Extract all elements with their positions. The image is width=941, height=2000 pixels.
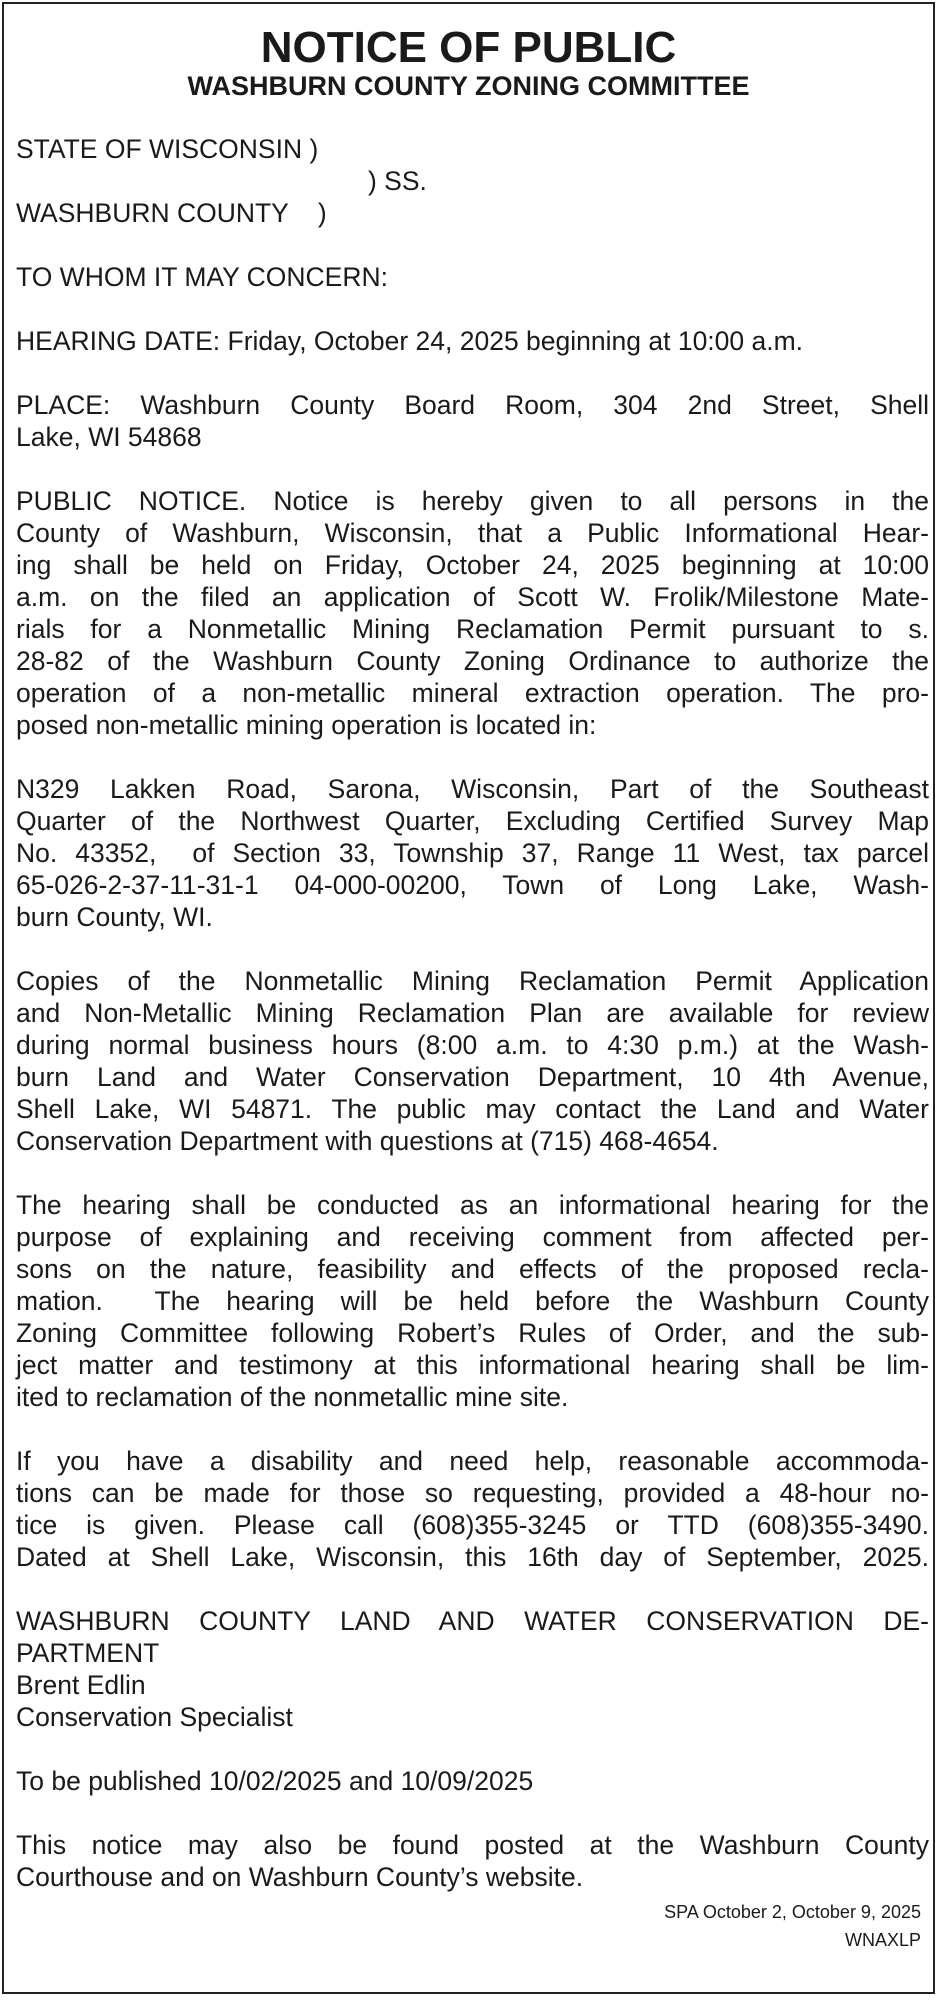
- hearing-line: sons on the nature, feasibility and effects of the proposed recla-: [16, 1254, 929, 1284]
- hearing-line: purpose of explaining and receiving comment from affected per-: [16, 1222, 929, 1252]
- publish-dates: To be published 10/02/2025 and 10/09/2025: [16, 1766, 534, 1796]
- public-notice-line: County of Washburn, Wisconsin, that a Public Informational Hear-: [16, 518, 929, 548]
- place-line: Lake, WI 54868: [16, 422, 202, 452]
- hearing-date: HEARING DATE: Friday, October 24, 2025 beginning at 10:00 a.m.: [16, 326, 804, 356]
- public-notice-line: operation of a non-metallic mineral extraction operation. The pro-: [16, 678, 929, 708]
- public-notice-line: 28-82 of the Washburn County Zoning Ordinance to authorize the: [16, 646, 929, 676]
- hearing-line: ited to reclamation of the nonmetallic mine site.: [16, 1382, 569, 1412]
- location-line: No. 43352, of Section 33, Township 37, Range 11 West, tax parcel: [16, 838, 929, 868]
- copies-line: Copies of the Nonmetallic Mining Reclamation Permit Application: [16, 966, 929, 996]
- hearing-line: The hearing shall be conducted as an informational hearing for the: [16, 1190, 929, 1220]
- signature-department: WASHBURN COUNTY LAND AND WATER CONSERVATION DE-: [16, 1606, 929, 1636]
- public-notice-line: ing shall be held on Friday, October 24, 2025 beginning at 10:00: [16, 550, 929, 580]
- hearing-line: Zoning Committee following Robert’s Rules of Order, and the sub-: [16, 1318, 929, 1348]
- posted-line: Courthouse and on Washburn County’s website.: [16, 1862, 584, 1892]
- location-line: 65-026-2-37-11-31-1 04-000-00200, Town of Long Lake, Wash-: [16, 870, 929, 900]
- caption-state: STATE OF WISCONSIN ): [16, 134, 319, 164]
- public-notice-line: posed non-metallic mining operation is located in:: [16, 710, 597, 740]
- signature-title: Conservation Specialist: [16, 1702, 293, 1732]
- hearing-line: mation. The hearing will be held before the Washburn County: [16, 1286, 929, 1316]
- hearing-line: ject matter and testimony at this informational hearing shall be lim-: [16, 1350, 929, 1380]
- copies-line: burn Land and Water Conservation Department, 10 4th Avenue,: [16, 1062, 929, 1092]
- salutation: TO WHOM IT MAY CONCERN:: [16, 262, 388, 292]
- copies-line: Shell Lake, WI 54871. The public may contact the Land and Water: [16, 1094, 929, 1124]
- disability-line: Dated at Shell Lake, Wisconsin, this 16th day of September, 2025.: [16, 1542, 929, 1572]
- posted-line: This notice may also be found posted at the Washburn County: [16, 1830, 929, 1860]
- signature-department: PARTMENT: [16, 1638, 160, 1668]
- caption-ss: ) SS.: [368, 166, 427, 196]
- disability-line: tice is given. Please call (608)355-3245 or TTD (608)355-3490.: [16, 1510, 929, 1540]
- disability-line: If you have a disability and need help, reasonable accommoda-: [16, 1446, 929, 1476]
- caption-county: WASHBURN COUNTY ): [16, 198, 327, 228]
- copies-line: and Non-Metallic Mining Reclamation Plan are available for review: [16, 998, 929, 1028]
- location-line: Quarter of the Northwest Quarter, Excluding Certified Survey Map: [16, 806, 929, 836]
- location-line: burn County, WI.: [16, 902, 213, 932]
- committee-subtitle: WASHBURN COUNTY ZONING COMMITTEE: [187, 71, 750, 101]
- notice-title: NOTICE OF PUBLIC: [260, 23, 677, 72]
- place-line: PLACE: Washburn County Board Room, 304 2nd Street, Shell: [16, 390, 929, 420]
- public-notice-line: a.m. on the filed an application of Scott W. Frolik/Milestone Mate-: [16, 582, 929, 612]
- public-notice-line: PUBLIC NOTICE. Notice is hereby given to all persons in the: [16, 486, 929, 516]
- signature-name: Brent Edlin: [16, 1670, 146, 1700]
- public-notice-line: rials for a Nonmetallic Mining Reclamation Permit pursuant to s.: [16, 614, 929, 644]
- location-line: N329 Lakken Road, Sarona, Wisconsin, Part of the Southeast: [16, 774, 929, 804]
- copies-line: Conservation Department with questions at (715) 468-4654.: [16, 1126, 719, 1156]
- publication-dates: SPA October 2, October 9, 2025: [664, 1902, 921, 1922]
- publication-code: WNAXLP: [844, 1930, 921, 1950]
- disability-line: tions can be made for those so requesting, provided a 48-hour no-: [16, 1478, 929, 1508]
- public-notice: [2, 2, 935, 1994]
- copies-line: during normal business hours (8:00 a.m. to 4:30 p.m.) at the Wash-: [16, 1030, 929, 1060]
